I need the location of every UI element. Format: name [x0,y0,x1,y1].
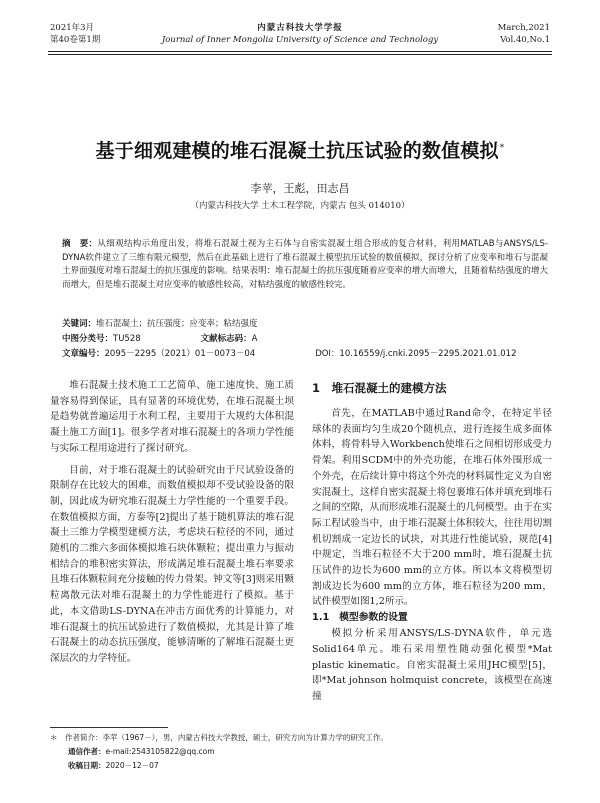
section-1-heading: 1 堆石混凝土的建模方法 [312,381,447,395]
footnote-email-value: e-mail:2543105822@qq.com [105,747,215,756]
body-left-column [50,378,294,667]
classification-line [62,333,548,346]
header-rule-thin [48,54,552,55]
doc-code-value: A [251,334,258,344]
header-issue-date: 2021年3月 [50,23,95,33]
header-vol-en: Vol.40,No.1 [500,35,550,45]
clc-label: 中图分类号： [62,334,114,344]
body-right-column [312,380,552,705]
footnote-author-label: ＊ 作者简介： [50,733,103,742]
footnote-received-label: 收稿日期： [68,761,106,770]
header-rule [48,51,552,52]
clc-value: TU528 [113,334,141,344]
title-text: 基于细观建模的堆石混凝土抗压试验的数值模拟 [95,140,499,162]
article-number-line [62,348,548,361]
footnote-rule [50,727,168,728]
doi: DOI：10.16559/j.cnki.2095－2295.2021.01.012 [315,349,517,359]
abstract-text: 从细观结构示角度出发，将堆石混凝土视为主石体与自密实混凝土组合形成的复合材料，利用MATLAB与ANSYS/LS-DYNA软件建立了三维有限元模型，然后在此基础上进行了堆石混凝土模型抗压试验的数值模拟，探讨分析了应变率和堆石与混凝土界面强度对堆石混凝土的抗压强度的影响。结果表明：堆石混凝土的抗压强度随着应变率的增大而增大，且随着粘结强度的增大而增大，但是堆石混凝土对应变率的敏感性较高，对粘结强度的敏感性较完。 [62,239,548,290]
journal-name-en: Journal of Inner Mongolia University of Science and Technology [161,35,439,45]
footnote-received-value: 2020－12－07 [105,761,159,770]
intro-paragraph-1: 堆石混凝土技术施工工艺简单、施工速度快、施工质量容易得到保证，具有显著的环境优势，在堆石混凝土坝是趋势就普遍运用于水利工程，主要用于大规约大体积混凝土施工方面[1]。很多学者对堆石混凝土的各项力学性能与实际工程用途进行了探讨研究。 [50,380,294,454]
header-volume-issue: 第40卷第1期 [50,35,101,45]
paper-title [0,136,600,163]
journal-name-cn: 内蒙古科技大学学报 [257,23,343,33]
paper-affiliation: （内蒙古科技大学 土木工程学院，内蒙古 包头 014010） [190,201,410,211]
header-volume [498,22,550,46]
keywords-text: 堆石混凝土；抗压强度；应变率；粘结强度 [96,319,258,329]
article-no-value: 2095－2295（2021）01－0073－04 [104,349,256,359]
title-footnote-mark: * [499,142,505,153]
abstract-label: 摘 要： [62,239,98,249]
footnote-email [68,746,568,758]
doc-code-label: 文献标志码： [200,334,252,344]
keywords-line [62,318,548,331]
intro-paragraph-2: 目前，对于堆石混凝土的试验研究由于尺试验设备的限制存在比较大的困难，而数值模拟却不受试验设备的限制，因此成为研究堆石混凝土力学性能的一个重要手段。在数值模拟方面，方泰等[2]提出了基于随机算法的堆石混凝土三维力学模型建模方法，考虑块石粒径的不同，通过随机的二维六多面体模拟堆石块体颗粒；提出重力与振动相结合的堆积密实算法，形成满足堆石混凝土堆石率要求且堆石体颗粒间充分接触的传力骨架。钟文等[3]则采用颗粒离散元法对堆石混凝土的力学性能进行了模拟。基于此，本文借助LS-DYNA在冲击方面优秀的计算能力，对堆石混凝土的抗压试验进行了数值模拟，尤其是计算了堆石混凝土的动态抗压强度，能够清晰的了解堆石混凝土更深层次的力学特征。 [50,464,294,664]
header-date-en: March,2021 [497,23,550,33]
section-1-paragraph: 首先，在MATLAB中通过Rand命令，在特定半径球体的表面均匀生成20个随机点，进行连接生成多面体体料，将骨料导入Workbench使堆石之间相切形成受力骨架。利用SCDM中的外壳功能，在堆石体外围形成一个外壳，在后续计算中将这个外壳的材料属性定义为自密实混凝土，这样自密实混凝土将包裹堆石体并填充到堆石之间的空隙，从而形成堆石混凝土的几何模型。由于在实际工程试验当中，由于堆石混凝土体积较大，往往用切割机切割成一定边长的试块，对其进行性能试验，规范[4]中规定，当堆石粒径不大于200 mm时，堆石混凝土抗压试件的边长为600 mm的立方体。所以本文将模型切割成边长为600 mm的立方体，堆石粒径为200 mm，试件模型如图1,2所示。 [312,408,552,608]
section-1-1-heading: 1.1 模型参数的设置 [312,612,408,624]
footnote-author-text: 李苹（1967－），男，内蒙古科技大学教授，硕士，研究方向为计算力学的研究工作。 [102,733,388,742]
article-no-label: 文章编号： [62,349,105,359]
keywords-label: 关键词： [62,319,97,329]
section-1-1-paragraph: 模拟分析采用ANSYS/LS-DYNA软件，单元选Solid164单元。堆石采用塑性随动强化模型*Mat plastic kinematic。自密实混凝土采用JHC模型[5]，即*Mat johnson holmquist concrete，该模型在高速撞 [312,628,552,702]
paper-authors: 李苹，王彪，田志昌 [250,182,350,195]
footnote-author [50,732,550,744]
footnote-email-label: 通信作者： [68,747,106,756]
abstract [62,238,548,292]
footnote-received [68,760,568,772]
